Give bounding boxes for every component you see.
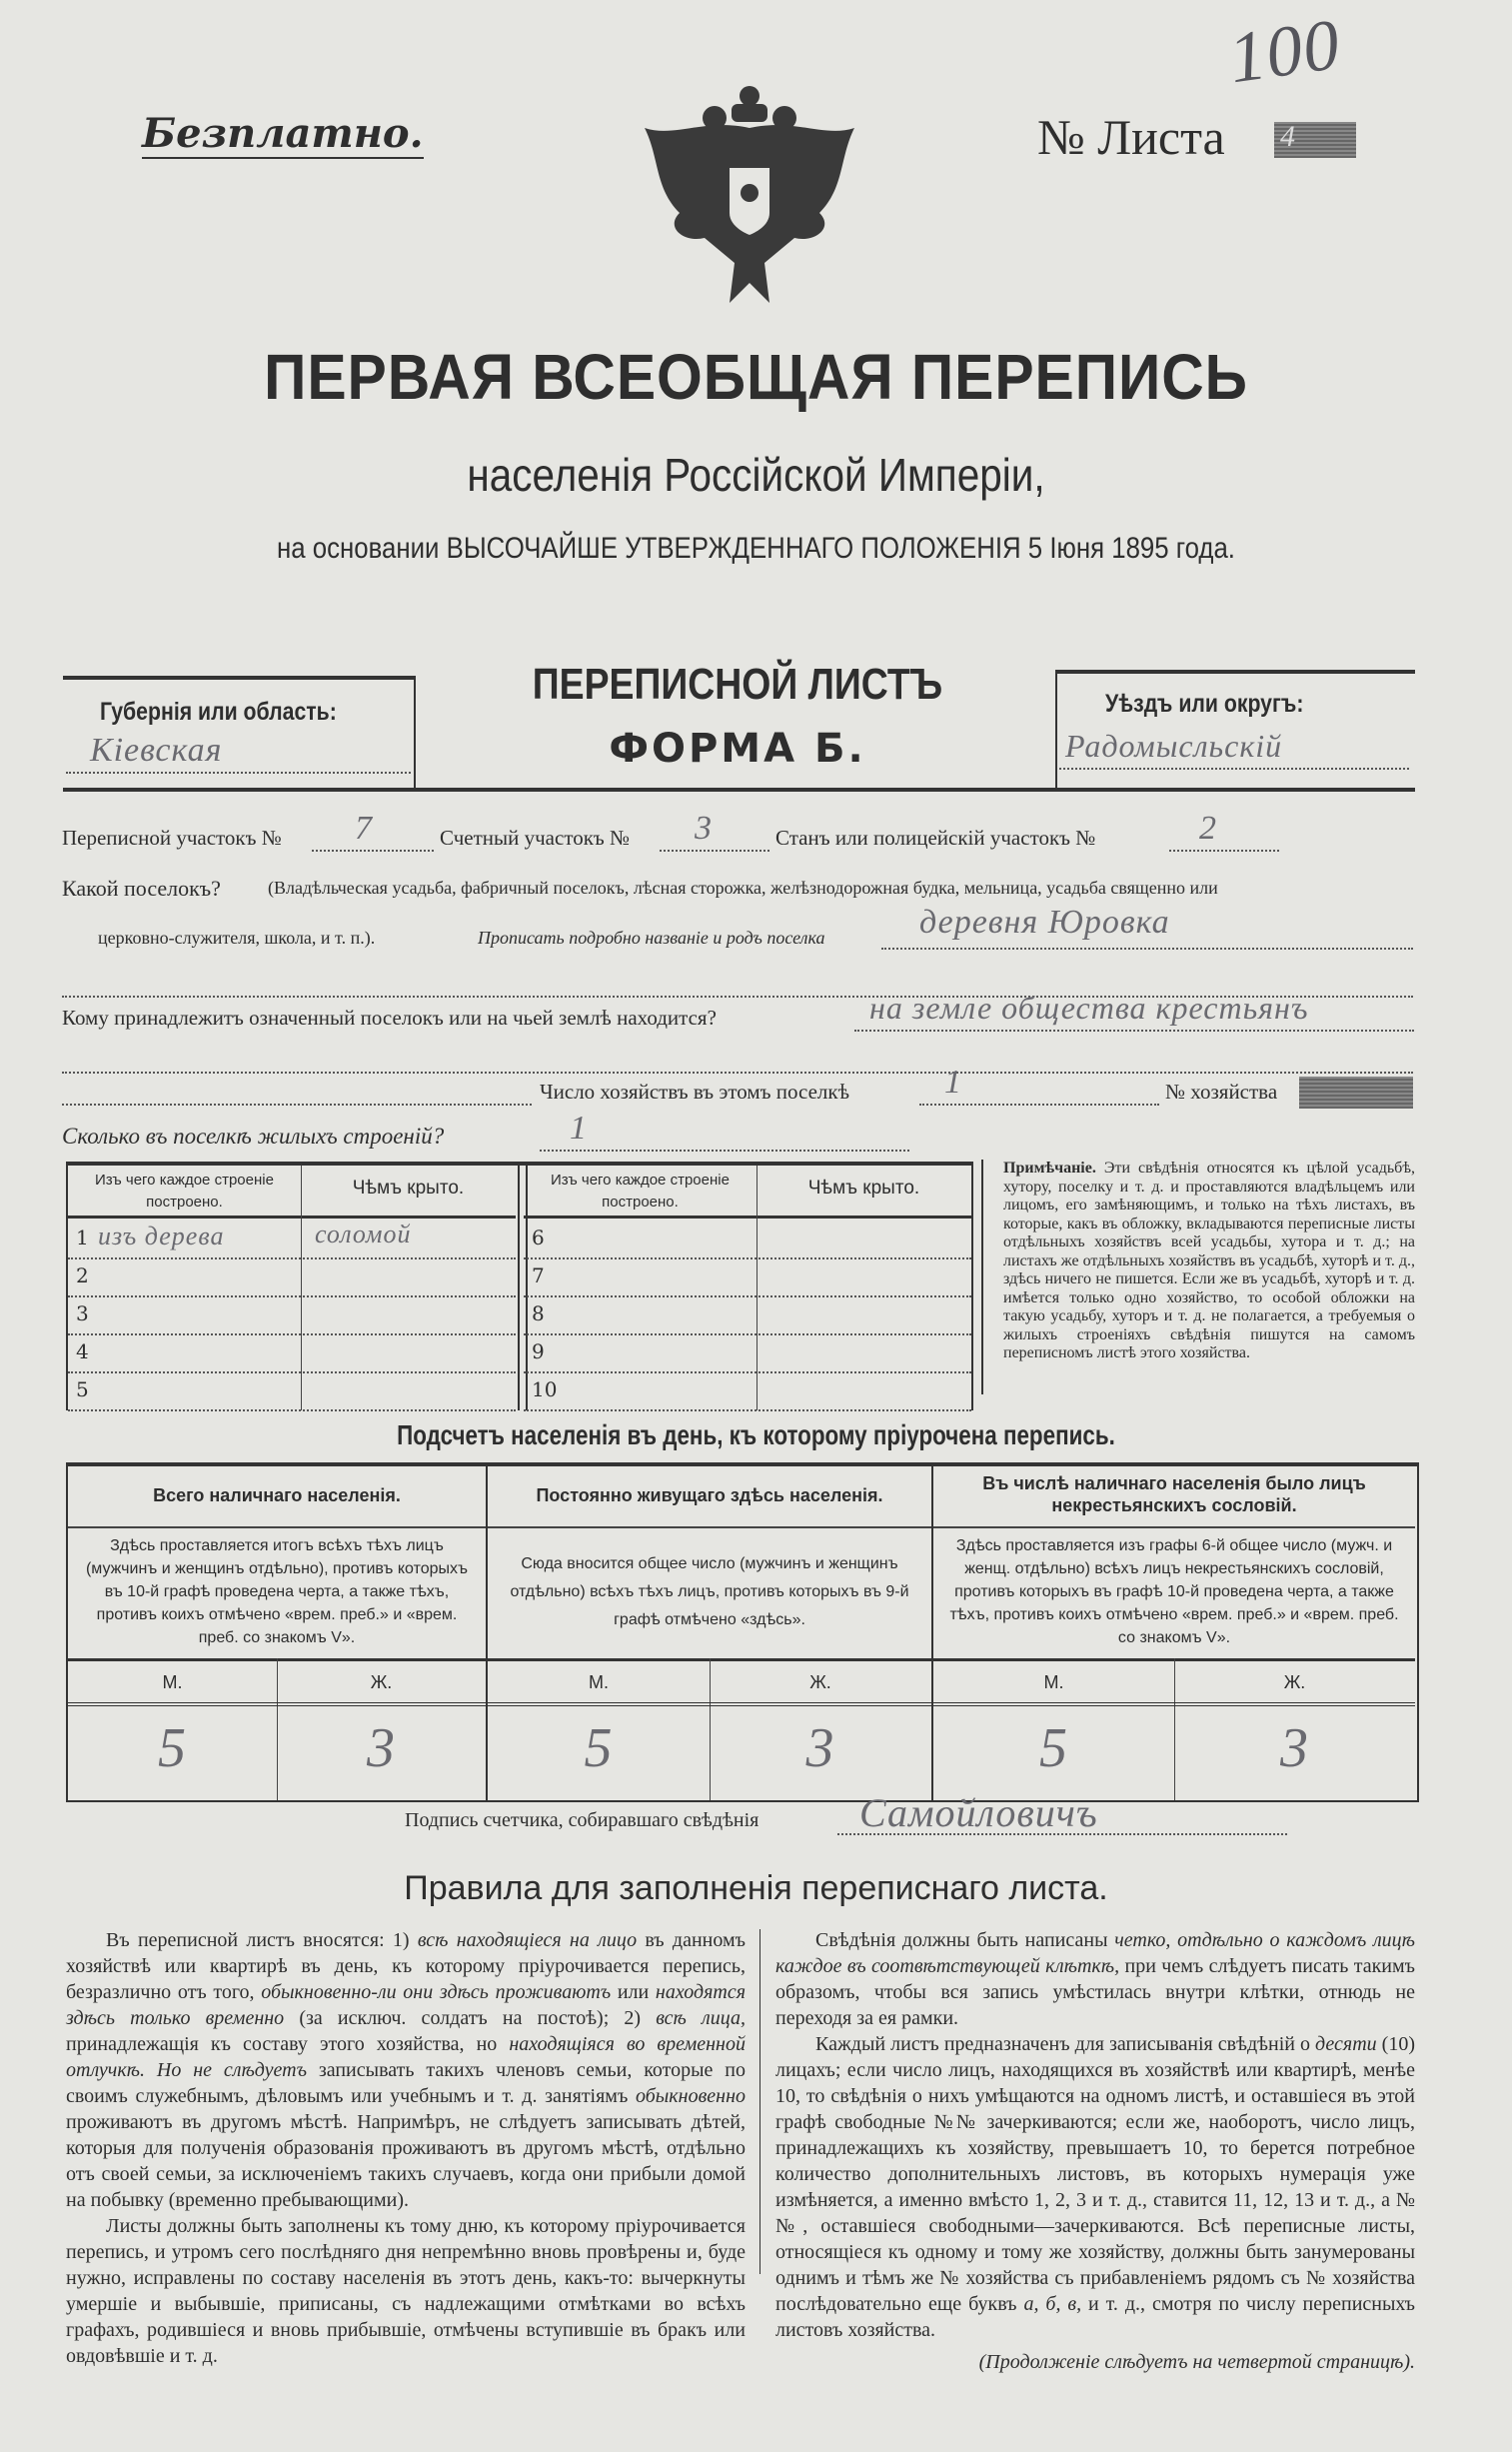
table-row: [524, 1333, 971, 1373]
population-group-description: Здѣсь проставляется итогъ всѣхъ тѣхъ лицъ (мужчинъ и женщинъ отдѣльно), противъ которыхъ въ 10-й графѣ проведена черта, а также тѣхъ, противъ коихъ отмѣчено «врем. преб.» и «врем. преб. со знакомъ V».: [85, 1537, 469, 1646]
form-type: ФОРМА Б.: [609, 726, 866, 772]
rules-text: записывать такихъ членовъ семьи, которые по своимъ служебнымъ, дѣловымъ или учебнымъ и т. д. занятіямъ: [66, 2059, 746, 2107]
population-table: [66, 1462, 1419, 1802]
header-rule: [524, 1216, 971, 1219]
signature-label: Подпись счетчика, собиравшаго свѣдѣнія: [405, 1809, 759, 1831]
male-header: М.: [1043, 1672, 1064, 1692]
table-row: [68, 1295, 516, 1335]
police-area-label: Станъ или полицейскій участокъ №: [775, 826, 1096, 850]
rules-text: и т. д., смотря по числу переписныхъ листовъ хозяйства.: [775, 2293, 1415, 2341]
rules-paragraph: [66, 1927, 746, 2213]
table-row: [524, 1371, 971, 1411]
legal-basis: на основании ВЫСОЧАЙШЕ УТВЕРЖДЕННАГО ПОЛОЖЕНІЯ 5 Іюня 1895 года.: [276, 532, 1235, 565]
female-count[interactable]: 3: [1280, 1717, 1309, 1779]
buildings-table: [66, 1162, 973, 1410]
rule: [488, 1702, 931, 1706]
buildings-line: [540, 1150, 909, 1152]
divider: [981, 1160, 983, 1394]
police-area-value[interactable]: 2: [1199, 810, 1217, 847]
emphasized-text: всѣ лица,: [656, 2007, 746, 2029]
divider: [1055, 670, 1415, 674]
households-value[interactable]: 1: [944, 1064, 962, 1101]
settlement-hint: (Владѣльческая усадьба, фабричный поселокъ, лѣсная сторожка, желѣзнодорожная будка, мельница, усадьба священно или: [268, 878, 1218, 898]
female-count[interactable]: 3: [805, 1717, 835, 1779]
emphasized-text: обыкновенно: [635, 2085, 746, 2107]
sheet-number-field: [1274, 122, 1356, 158]
police-area-line: [1169, 850, 1279, 852]
census-area-value[interactable]: 7: [355, 810, 373, 847]
divider: [1055, 670, 1057, 788]
population-group-heading: Всего наличнаго населенія.: [153, 1485, 401, 1505]
divider: [414, 676, 416, 788]
rules-paragraph: [66, 2213, 746, 2369]
table-row: [524, 1295, 971, 1335]
rules-text: принадлежащія къ составу этого хозяйства, но: [66, 2033, 510, 2055]
rules-left-column: [66, 1927, 746, 2369]
settlement-line: [881, 948, 1413, 950]
page-number-mark: 100: [1223, 3, 1345, 99]
district-label: Уѣздъ или округъ:: [1105, 690, 1304, 718]
row-number: 10: [532, 1377, 558, 1401]
imperial-eagle-emblem: [635, 78, 864, 318]
household-no-label: № хозяйства: [1165, 1080, 1278, 1104]
row-number: 7: [532, 1263, 545, 1287]
emphasized-text: всѣ находящіеся на лицо: [417, 1929, 638, 1951]
enumerator-signature: Самойловичъ: [859, 1790, 1098, 1835]
population-group-heading: Постоянно живущаго здѣсь населенія.: [536, 1485, 883, 1505]
table-row: [68, 1257, 516, 1297]
rule: [488, 1526, 931, 1528]
rules-text: въ данномъ хозяйствѣ или квартирѣ въ день, къ которому пріурочивается перепись, безразлично отъ того,: [66, 1929, 746, 2003]
column-header-roof: Чѣмъ крыто.: [352, 1178, 465, 1199]
column-header-roof: Чѣмъ крыто.: [807, 1178, 920, 1199]
count-area-label: Счетный участокъ №: [440, 826, 631, 850]
province-value[interactable]: Кіевская: [90, 732, 223, 769]
divider: [63, 676, 415, 680]
rule: [68, 1526, 486, 1528]
rules-text: Листы должны быть заполнены къ тому дню, къ которому пріурочивается перепись, и утромъ сего послѣдняго дня непремѣнно вновь провѣрены и, буде нужно, исправлены по составу населенія въ этотъ день, какъ-то: вычеркнуты умершіе и выбывшіе, приписаны, съ надлежащими отмѣтками во всѣхъ графахъ, родившіеся и вновь прибывшіе, отмѣчены вступившіе въ бракъ или овдовѣвшіе и т. д.: [66, 2215, 746, 2367]
page-title: ПЕРВАЯ ВСЕОБЩАЯ ПЕРЕПИСЬ: [264, 341, 1248, 413]
row-number: 8: [532, 1301, 545, 1325]
column-header-material: Изъ чего каждое строеніе построено.: [95, 1172, 274, 1211]
rules-paragraph: [775, 2031, 1415, 2343]
rules-text: (10) лицахъ; если число лицъ, находящихся въ хозяйствѣ или квартирѣ, менѣе 10, то свѣдѣнія о нихъ умѣщаются на одномъ листѣ, и оставшіеся въ этой графѣ свободные №№ зачеркиваются; если же, наоборотъ, число лицъ, принадлежащихъ къ хозяйству, превышаетъ 10, то берется потребное количество дополнительныхъ листовъ, въ которыхъ нумерація уже измѣняется, а именно вмѣсто 1, 2, 3 и т. д., ставится 11, 12, 13 и т. д., а №№, оставшіеся свободными—зачеркиваются. Всѣ переписные листы, относящіеся къ одному и тому же хозяйству, должны быть занумерованы однимъ и тѣмъ же № хозяйства съ прибавленіемъ рядомъ съ № хозяйства послѣдовательно еще буквъ: [775, 2033, 1416, 2315]
rules-continued: (Продолженіе слѣдуетъ на четвертой страницѣ).: [978, 2351, 1415, 2373]
households-line: [919, 1104, 1159, 1106]
households-label: Число хозяйствъ въ этомъ поселкѣ: [540, 1080, 849, 1104]
rules-right-wrapper: [775, 1927, 1415, 2375]
rules-text: (за исключ. солдатъ на постоѣ); 2): [284, 2007, 657, 2029]
rules-paragraph: [775, 1927, 1415, 2031]
row-material[interactable]: изъ дерева: [98, 1222, 225, 1250]
emphasized-text: находящіяся во временной отлучкѣ. Но не слѣдуетъ: [66, 2033, 746, 2081]
female-count[interactable]: 3: [367, 1717, 396, 1779]
female-header: Ж.: [809, 1672, 831, 1692]
free-label: Безплатно.: [142, 110, 424, 157]
rules-title: Правила для заполненія переписнаго листа.: [404, 1869, 1108, 1907]
page-subtitle: населенія Россійской Имперіи,: [467, 449, 1045, 501]
emphasized-text: находятся здѣсь только временно: [66, 1981, 746, 2029]
census-area-line: [312, 850, 434, 852]
owner-label: Кому принадлежитъ означенный поселокъ или на чьей землѣ находится?: [62, 1006, 717, 1030]
count-area-value[interactable]: 3: [695, 810, 713, 847]
row-number: 4: [76, 1339, 89, 1363]
owner-line-2: [62, 1072, 1413, 1074]
owner-line: [854, 1030, 1414, 1032]
rule: [933, 1702, 1415, 1706]
divider: [63, 788, 1415, 792]
emphasized-text: а, б, в,: [1023, 2293, 1082, 2315]
population-title: Подсчетъ населенія въ день, къ которому пріурочена перепись.: [397, 1419, 1115, 1450]
count-area-line: [660, 850, 769, 852]
header-rule: [68, 1216, 516, 1219]
sheet-number-label: № Листа: [1037, 109, 1225, 165]
column-divider: [759, 1929, 760, 2274]
female-header: Ж.: [1283, 1672, 1306, 1692]
note: [1003, 1160, 1415, 1363]
sheet-number-value: 4: [1280, 120, 1296, 153]
table-row: [68, 1333, 516, 1373]
owner-value[interactable]: на земле общества крестьянъ: [869, 990, 1309, 1026]
row-number: 1: [76, 1226, 89, 1249]
emphasized-text: четко, отдѣльно о каждомъ лицѣ каждое въ соотвѣтствующей клѣткѣ,: [775, 1929, 1415, 1977]
form-title: ПЕРЕПИСНОЙ ЛИСТЪ: [532, 660, 943, 709]
rules-text: Свѣдѣнія должны быть написаны: [815, 1929, 1115, 1951]
settlement-value[interactable]: деревня Юровка: [919, 904, 1170, 941]
note-title: Примѣчаніе.: [1003, 1160, 1096, 1177]
census-area-label: Переписной участокъ №: [62, 826, 282, 850]
table-row: [68, 1371, 516, 1411]
rules-text: Каждый листъ предназначенъ для записыванія свѣдѣній о: [815, 2033, 1316, 2055]
emphasized-text: десяти: [1315, 2033, 1377, 2055]
table-row: [524, 1220, 971, 1259]
rule: [933, 1526, 1415, 1528]
male-count[interactable]: 5: [158, 1717, 187, 1779]
rules-text: Въ переписной листъ вносятся: 1): [106, 1929, 418, 1951]
rules-text: или: [611, 1981, 656, 2003]
settlement-hint: церковно-служителя, школа, и т. п.).: [98, 928, 376, 948]
column-header-material: Изъ чего каждое строеніе построено.: [551, 1172, 730, 1211]
population-group-description: Здѣсь проставляется изъ графы 6-й общее число (мужч. и женщ. отдѣльно) всѣхъ лицъ некрестьянскихъ сословій, противъ которыхъ въ графѣ 10-й проведена черта, а также тѣхъ, противъ коихъ отмѣчено «врем. преб.» и «врем. преб. со знакомъ V».: [949, 1537, 1399, 1646]
row-number: 2: [76, 1263, 89, 1287]
female-header: Ж.: [370, 1672, 393, 1692]
settlement-label: Какой поселокъ?: [62, 876, 221, 901]
row-number: 5: [76, 1377, 89, 1401]
male-count[interactable]: 5: [1039, 1717, 1068, 1779]
row-number: 6: [532, 1226, 545, 1249]
district-value[interactable]: Радомысльскій: [1065, 728, 1283, 764]
household-no-field: [1299, 1077, 1413, 1109]
male-header: М.: [589, 1672, 609, 1692]
province-label: Губернія или область:: [100, 698, 337, 726]
district-field-line: [1059, 768, 1409, 770]
buildings-value[interactable]: 1: [570, 1110, 588, 1147]
rules-text: при чемъ слѣдуетъ писать такимъ образомъ, чтобы вся запись умѣстилась внутри клѣтки, отнюдь не переходя за ея рамки.: [775, 1955, 1415, 2029]
emphasized-text: обыкновенно-ли они здѣсь проживаютъ: [261, 1981, 612, 2003]
table-row: [68, 1220, 516, 1259]
households-leading-line: [62, 1104, 532, 1106]
table-row: [524, 1257, 971, 1297]
row-number: 9: [532, 1339, 545, 1363]
buildings-label: Сколько въ поселкѣ жилыхъ строеній?: [62, 1124, 445, 1149]
population-group-description: Сюда вносится общее число (мужчинъ и женщинъ отдѣльно) всѣхъ тѣхъ лицъ, противъ которыхъ въ 9-й графѣ отмѣчено «здѣсь».: [510, 1555, 909, 1628]
province-field-line: [66, 772, 411, 774]
male-count[interactable]: 5: [584, 1717, 614, 1779]
population-group-heading: Въ числѣ наличнаго населенія было лицъ некрестьянскихъ сословій.: [982, 1473, 1366, 1515]
row-roof[interactable]: соломой: [314, 1220, 412, 1248]
rules-text: проживаютъ въ другомъ мѣстѣ. Напримѣръ, не слѣдуетъ записывать дѣтей, которыя для полученія образованія проживаютъ въ другомъ мѣстѣ, отдѣльно отъ своей семьи, за исключеніемъ такихъ случаевъ, когда они прибыли домой на побывку (временно пребывающими).: [66, 2111, 746, 2211]
male-header: М.: [162, 1672, 183, 1692]
rule: [68, 1702, 486, 1706]
row-number: 3: [76, 1301, 89, 1325]
rules-right-column: [775, 1927, 1415, 2343]
note-text: Эти свѣдѣнія относятся къ цѣлой усадьбѣ, хутору, поселку и т. д. и проставляются владѣльцемъ или лицомъ, его замѣняющимъ, и только на тѣхъ листахъ, въ которые, какъ въ обложку, вкладываются переписные листы отдѣльныхъ хозяйствъ всей усадьбы, хутора и т. д.; на листахъ же отдѣльныхъ хозяйствъ въ усадьбѣ, хуторѣ и т. д., здѣсь ничего не пишется. Если же въ усадьбѣ, хуторѣ и т. д. имѣется только одно хозяйство, то особой обложки на такую усадьбу, хуторъ и т. д. не полагается, а требуемыя о жилыхъ строеніяхъ свѣдѣнія пишутся на самомъ переписномъ листѣ этого хозяйства.: [1003, 1160, 1416, 1361]
settlement-hint: Прописать подробно названіе и родъ поселка: [478, 928, 825, 948]
